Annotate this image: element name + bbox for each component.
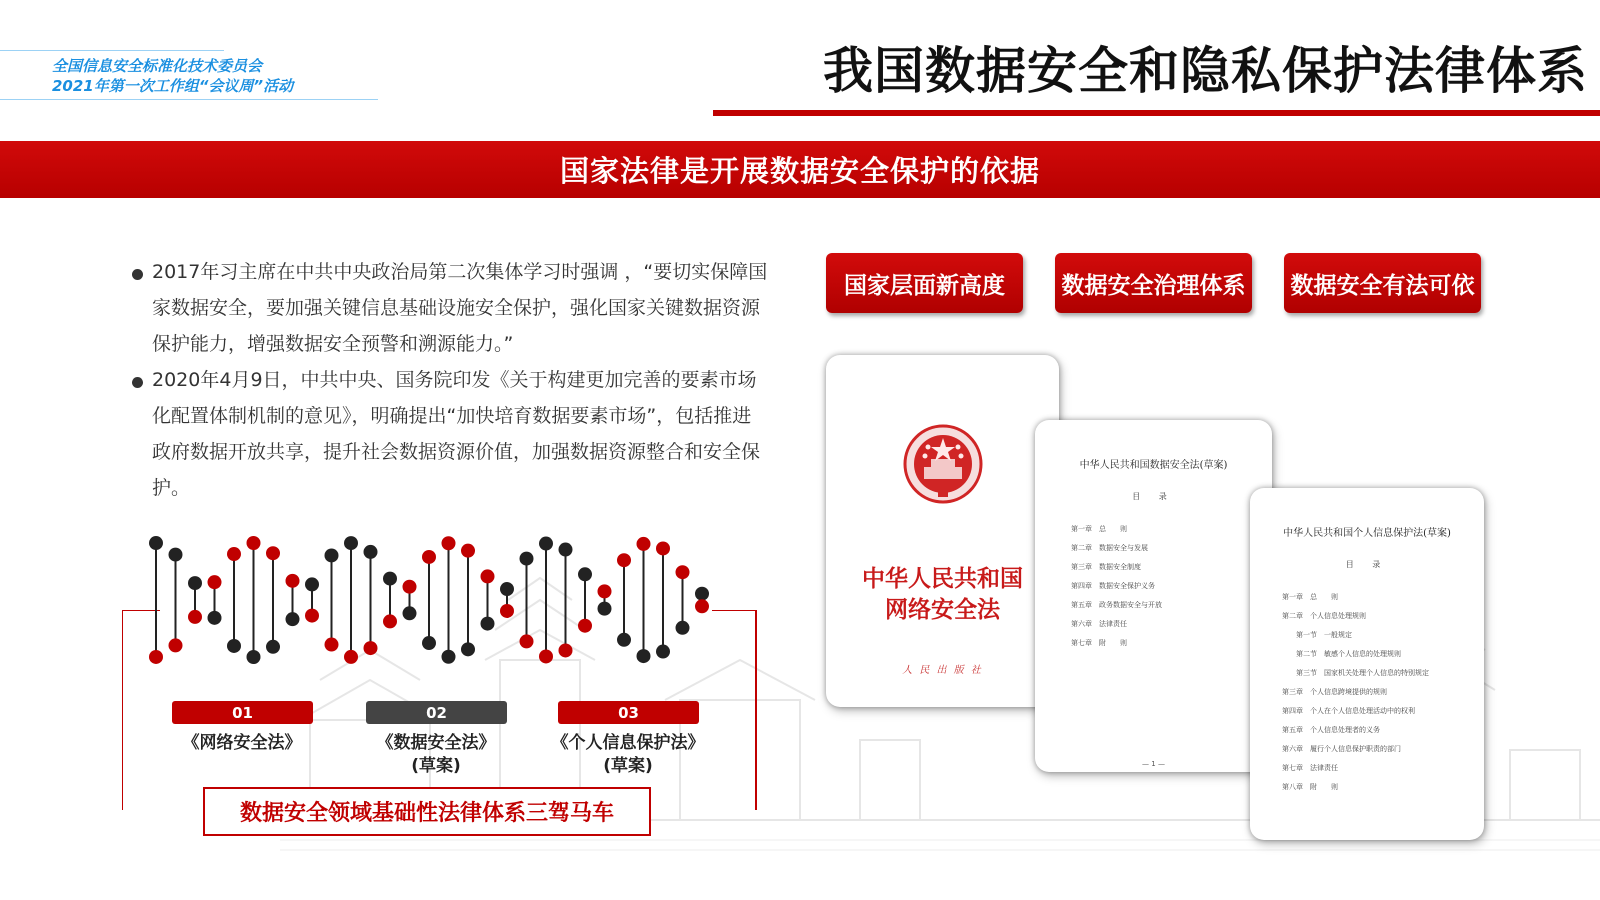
bullet-dot-icon — [132, 377, 143, 388]
helix-node — [520, 634, 534, 648]
helix-node — [559, 643, 573, 657]
helix-node — [461, 642, 475, 656]
toc-list — [1035, 520, 1272, 653]
helix-node — [208, 611, 222, 625]
helix-node — [598, 602, 612, 616]
helix-node — [520, 552, 534, 566]
toc-line: 第一章 总 则 — [1282, 593, 1338, 601]
doc-toc-heading: 目 录 — [1345, 560, 1389, 569]
helix-node — [247, 650, 261, 664]
helix-node — [598, 584, 612, 598]
toc-line: 第二章 数据安全与发展 — [1071, 544, 1148, 552]
law-label-data-security — [346, 732, 526, 778]
toc-line: 第八章 附 则 — [1282, 783, 1338, 791]
helix-node — [500, 604, 514, 618]
helix-node — [266, 640, 280, 654]
helix-node — [539, 649, 553, 663]
cover-publisher: 人 民 出 版 社 — [902, 665, 983, 676]
cover-title — [826, 563, 1059, 625]
cover-title-line-1: 中华人民共和国 — [862, 565, 1023, 592]
helix-node — [383, 572, 397, 586]
law-name: 《数据安全法》 — [376, 733, 496, 753]
helix-node — [364, 545, 378, 559]
slide-title: 我国数据安全和隐私保护法律体系 — [823, 42, 1588, 100]
helix-node — [169, 548, 183, 562]
organizer-label — [52, 56, 293, 96]
helix-node — [169, 638, 183, 652]
personal-info-protection-law-page — [1250, 488, 1484, 840]
toc-line: 第七章 法律责任 — [1282, 764, 1338, 772]
helix-node — [617, 553, 631, 567]
toc-line: 第三章 数据安全制度 — [1071, 563, 1141, 571]
helix-node — [286, 612, 300, 626]
helix-node — [305, 609, 319, 623]
helix-node — [461, 544, 475, 558]
header-divider-bottom — [0, 99, 378, 100]
helix-node — [481, 569, 495, 583]
helix-node — [344, 536, 358, 550]
page-number: — 1 — — [1142, 760, 1165, 768]
helix-node — [383, 614, 397, 628]
doc-title: 中华人民共和国数据安全法(草案) — [1079, 460, 1228, 471]
helix-node — [403, 606, 417, 620]
helix-node — [325, 548, 339, 562]
section-banner — [0, 141, 1600, 198]
helix-node — [559, 543, 573, 557]
doc-title: 中华人民共和国个人信息保护法(草案) — [1283, 528, 1451, 539]
toc-line: 第二章 个人信息处理规则 — [1282, 612, 1366, 620]
toc-line: 第四章 数据安全保护义务 — [1071, 582, 1155, 590]
helix-node — [266, 546, 280, 560]
helix-node — [403, 580, 417, 594]
law-note: (草案) — [603, 756, 653, 776]
toc-line: 第四章 个人在个人信息处理活动中的权利 — [1282, 707, 1415, 715]
toc-line: 第二节 敏感个人信息的处理规则 — [1282, 650, 1401, 658]
law-label-personal-info — [538, 732, 718, 778]
law-label-cybersecurity — [152, 732, 332, 755]
law-badge-02: 02 — [366, 701, 507, 724]
helix-node — [227, 547, 241, 561]
law-badge-01: 01 — [172, 701, 313, 724]
toc-line: 第一章 总 则 — [1071, 525, 1127, 533]
tag-legal-basis: 数据安全有法可依 — [1284, 253, 1481, 313]
helix-node — [422, 636, 436, 650]
toc-line: 第七章 附 则 — [1071, 639, 1127, 647]
cover-title-line-2: 网络安全法 — [885, 596, 1000, 623]
bullet-item — [132, 362, 768, 506]
helix-node — [578, 567, 592, 581]
helix-node — [578, 619, 592, 633]
bullet-text: 2020年4月9日，中共中央、国务院印发《关于构建更加完善的要素市场化配置体制机制的意见》，明确提出“加快培育数据要素市场”，包括推进政府数据开放共享，提升社会数据资源价值，加强数据资源整合和安全保护。 — [152, 369, 761, 499]
toc-line: 第三节 国家机关处理个人信息的特别规定 — [1282, 669, 1429, 677]
helix-node — [247, 536, 261, 550]
doc-toc-heading: 目 录 — [1132, 492, 1175, 501]
toc-list — [1250, 588, 1484, 797]
legal-framework-summary-box: 数据安全领域基础性法律体系三驾马车 — [203, 787, 651, 836]
toc-line: 第五章 个人信息处理者的义务 — [1282, 726, 1380, 734]
helix-node — [305, 577, 319, 591]
bullet-text: 2017年习主席在中共中央政治局第二次集体学习时强调 ，“要切实保障国家数据安全，要加强关键信息基础设施安全保护，强化国家关键数据资源保护能力，增强数据安全预警和溯源能力。” — [152, 261, 768, 355]
helix-node — [500, 582, 514, 596]
helix-node — [344, 650, 358, 664]
helix-node — [539, 537, 553, 551]
helix-node — [188, 576, 202, 590]
helix-node — [676, 565, 690, 579]
data-security-law-page — [1035, 420, 1272, 772]
header-divider-top — [0, 50, 224, 51]
helix-node — [695, 599, 709, 613]
tag-governance-system: 数据安全治理体系 — [1055, 253, 1252, 313]
law-note: (草案) — [411, 756, 461, 776]
helix-node — [656, 645, 670, 659]
toc-line: 第六章 履行个人信息保护职责的部门 — [1282, 745, 1401, 753]
dna-helix-graphic — [120, 530, 730, 680]
banner-text: 国家法律是开展数据安全保护的依据 — [559, 154, 1040, 188]
helix-node — [637, 537, 651, 551]
helix-node — [442, 650, 456, 664]
helix-node — [676, 621, 690, 635]
tag-national-level: 国家层面新高度 — [826, 253, 1023, 313]
helix-node — [325, 638, 339, 652]
toc-line: 第三章 个人信息跨境提供的规则 — [1282, 688, 1387, 696]
title-underline-bar — [713, 110, 1600, 116]
helix-node — [422, 550, 436, 564]
organizer-line-1: 全国信息安全标准化技术委员会 — [52, 57, 263, 75]
organizer-line-2: 2021年第一次工作组“会议周”活动 — [52, 77, 294, 95]
helix-node — [227, 639, 241, 653]
helix-node — [695, 587, 709, 601]
cybersecurity-law-cover — [826, 355, 1059, 707]
helix-node — [442, 536, 456, 550]
law-badge-03: 03 — [558, 701, 699, 724]
bullet-list — [132, 254, 768, 506]
law-name: 《个人信息保护法》 — [551, 733, 705, 753]
helix-node — [149, 536, 163, 550]
helix-node — [637, 649, 651, 663]
law-name: 《网络安全法》 — [182, 733, 302, 753]
helix-node — [364, 641, 378, 655]
helix-node — [188, 610, 202, 624]
toc-line: 第五章 政务数据安全与开放 — [1071, 601, 1162, 609]
helix-node — [286, 574, 300, 588]
helix-node — [208, 575, 222, 589]
national-emblem-icon — [902, 423, 984, 505]
helix-node — [617, 633, 631, 647]
toc-line: 第一节 一般规定 — [1282, 631, 1352, 639]
helix-node — [656, 541, 670, 555]
bullet-dot-icon — [132, 269, 143, 280]
bullet-item — [132, 254, 768, 362]
toc-line: 第六章 法律责任 — [1071, 620, 1127, 628]
helix-node — [149, 650, 163, 664]
helix-node — [481, 617, 495, 631]
